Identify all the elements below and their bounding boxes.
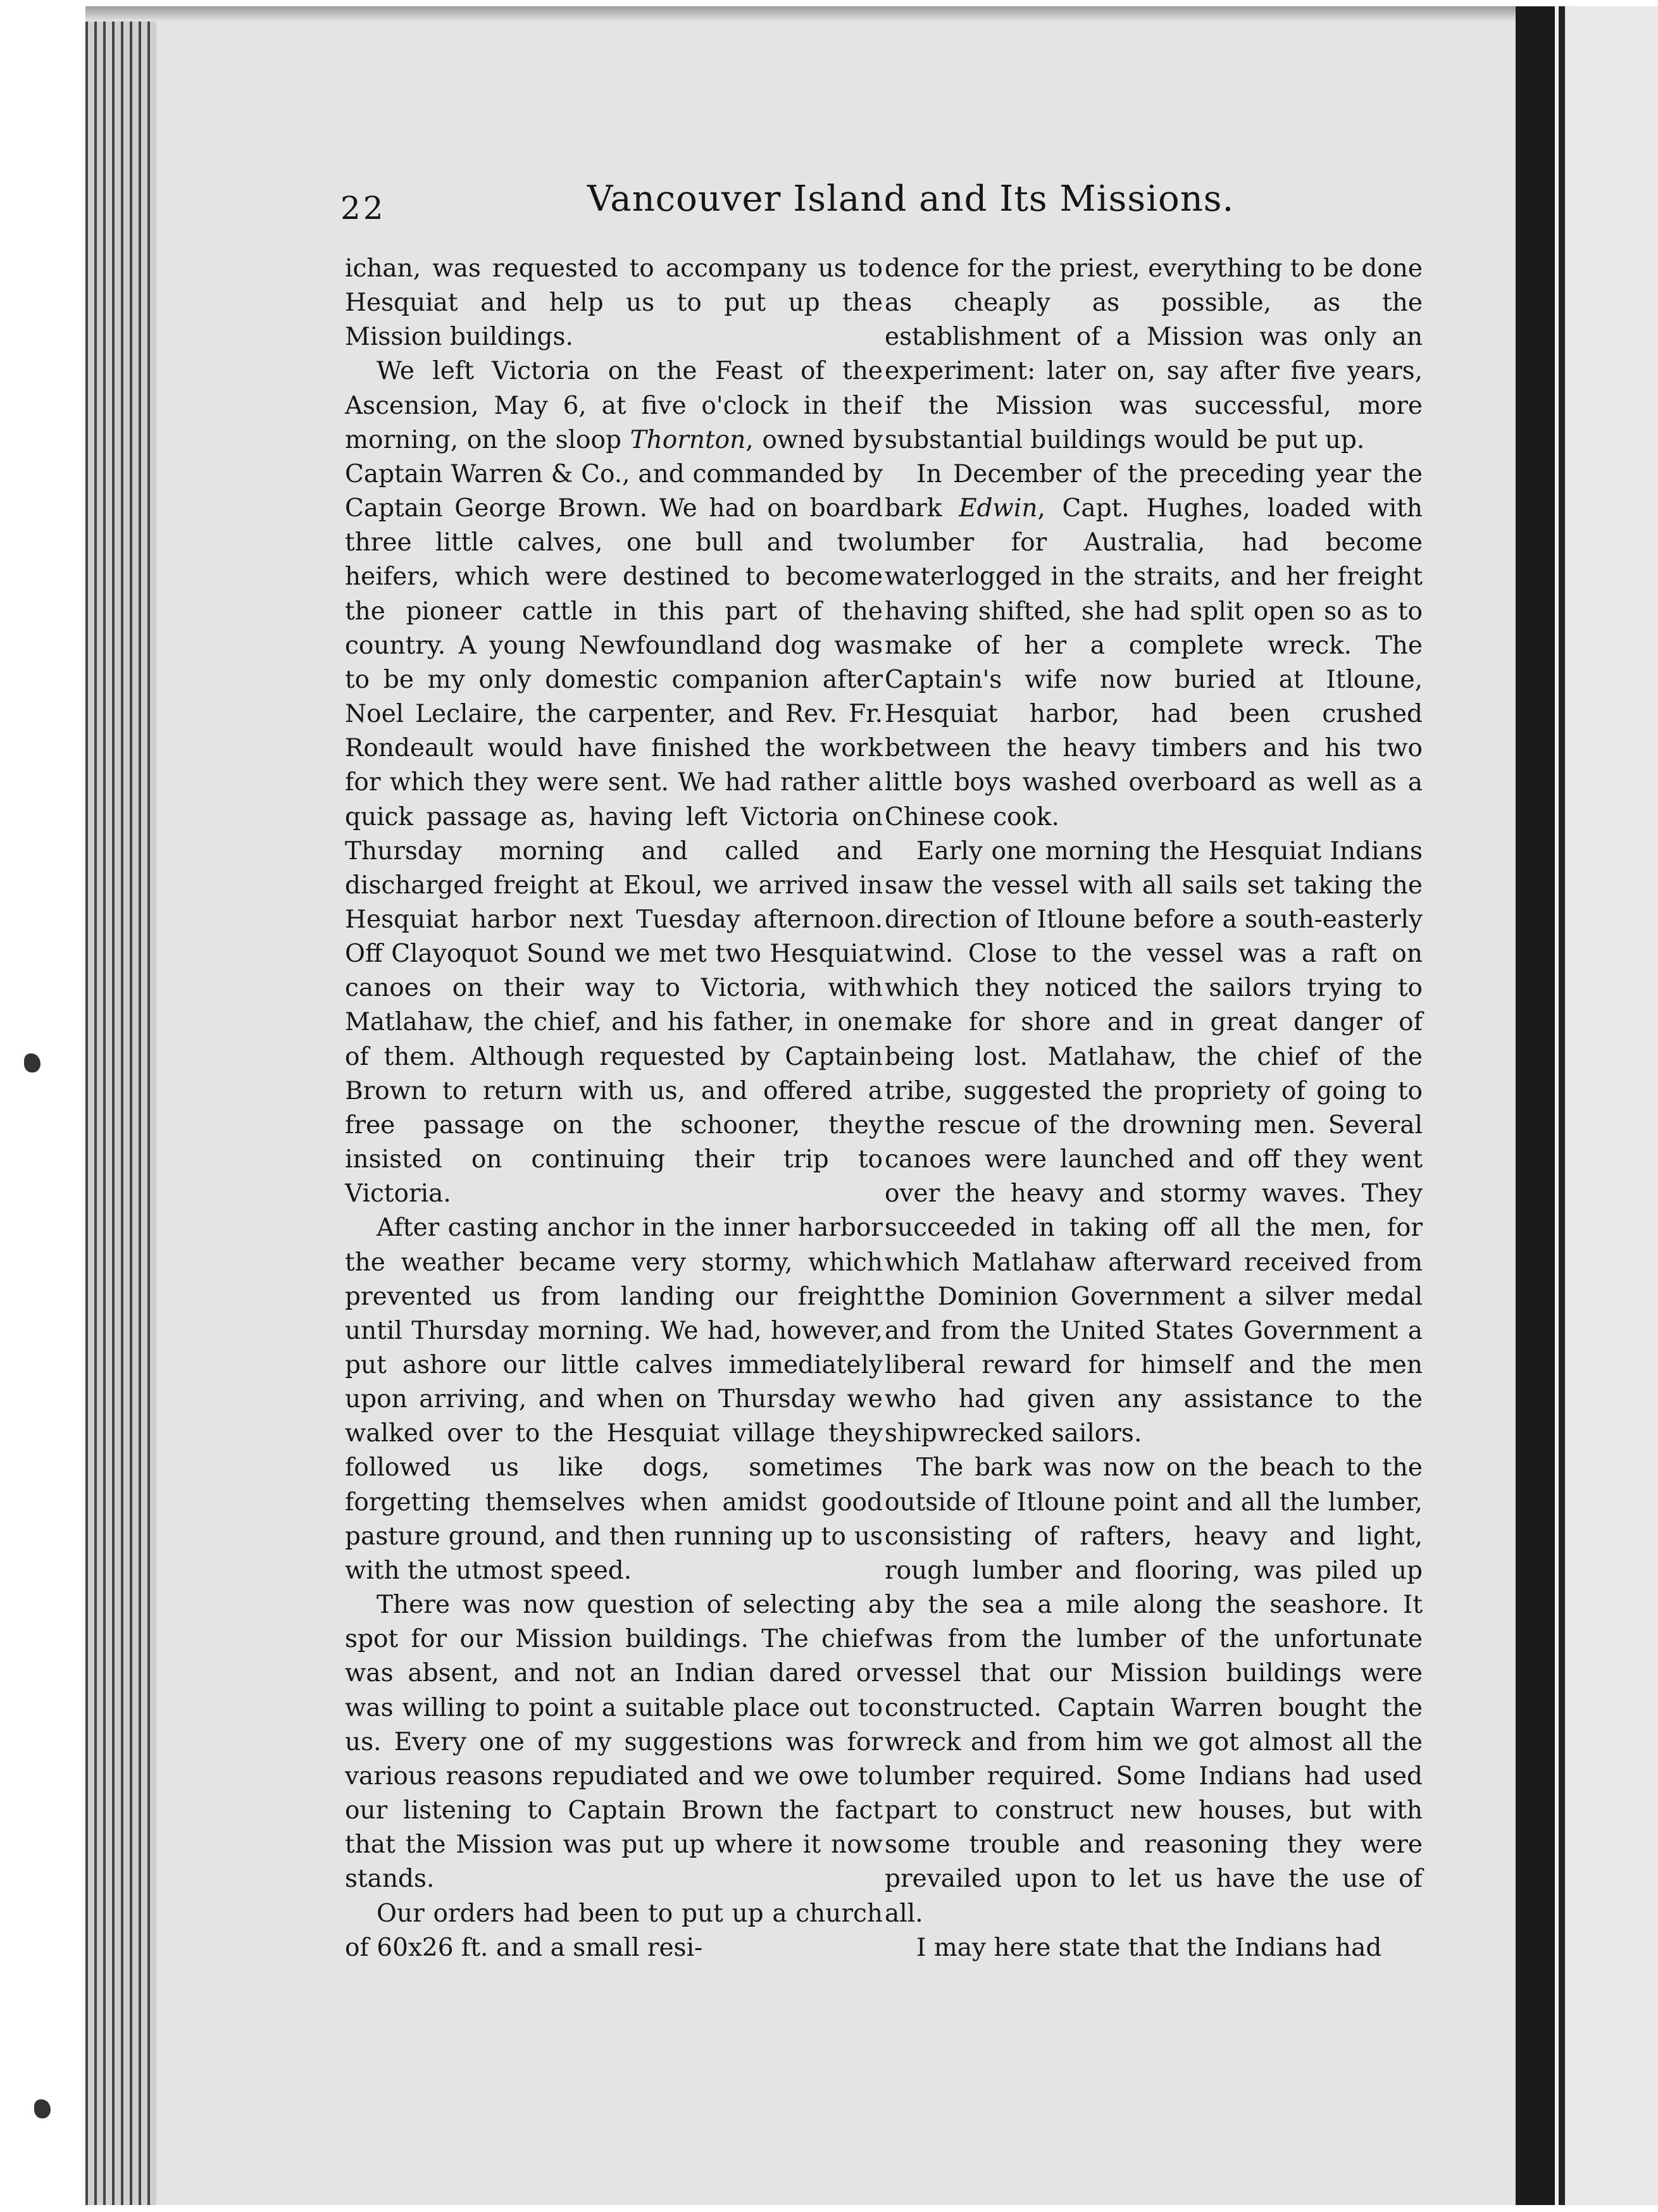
paragraph: In December of the preceding year the bark Edwin, Capt. Hughes, loaded with lumber for Australia, had become waterlogged in the straits, and her freight having shifted, she had split open so as to make of her a complete wreck. The Captain's wife now buried at Itloune, Hesquiat harbor, had been crushed between the heavy timbers and his two little boys washed overboard as well as a Chinese cook.: [885, 459, 1423, 831]
paragraph: I may here state that the Indians had: [916, 1933, 1382, 1962]
facing-page-edge: [1559, 6, 1658, 2205]
margin-mark-upper: [24, 1053, 41, 1072]
paragraph: dence for the priest, everything to be done as cheaply as possible, as the establishment of a Mission was only an experiment: later on, say after five years, if the Mission was successful, more substantial buildings would be put up.: [885, 254, 1423, 454]
book-spine-shadow: [1516, 6, 1555, 2205]
text-column-left: [345, 252, 883, 1965]
text-column-right: [885, 252, 1423, 1965]
page-top-shadow: [85, 6, 1516, 22]
paragraph: After casting anchor in the inner harbor the weather became very stormy, which prevented us from landing our freight until Thursday morning. We had, however, put ashore our little calves immediately upon arriving, and when on Thursday we walked over to the Hesquiat village they followed us like dogs, sometimes forgetting themselves when amidst good pasture ground, and then running up to us with the utmost speed.: [345, 1214, 883, 1585]
paragraph: We left Victoria on the Feast of the Ascension, May 6, at five o'clock in the morning, on the sloop Thornton, owned by Captain Warren & Co., and commanded by Captain George Brown. We had on board three little calves, one bull and two heifers, which were destined to become the pioneer cattle in this part of the country. A young Newfoundland dog was to be my only domestic companion after Noel Leclaire, the carpenter, and Rev. Fr. Rondeault would have finished the work for which they were sent. We had rather a quick passage as, having left Victoria on Thursday morning and called and discharged freight at Ekoul, we arrived in Hesquiat harbor next Tuesday afternoon. Off Clayoquot Sound we met two Hesquiat canoes on their way to Victoria, with Matlahaw, the chief, and his father, in one of them. Although requested by Captain Brown to return with us, and offered a free passage on the schooner, they insisted on continuing their trip to Victoria.: [345, 357, 883, 1209]
margin-mark-lower: [34, 2099, 51, 2118]
paragraph: The bark was now on the beach to the outside of Itloune point and all the lumber, consisting of rafters, heavy and light, rough lumber and flooring, was piled up by the sea a mile along the seashore. It was from the lumber of the unfortunate vessel that our Mission buildings were constructed. Captain Warren bought the wreck and from him we got almost all the lumber required. Some Indians had used part to construct new houses, but with some trouble and reasoning they were prevailed upon to let us have the use of all.: [885, 1453, 1423, 1928]
page-edge-stack: [85, 6, 156, 2205]
running-title: Vancouver Island and Its Missions.: [587, 178, 1235, 220]
paragraph: ichan, was requested to accompany us to Hesquiat and help us to put up the Mission buildings.: [345, 254, 883, 352]
paragraph: Early one morning the Hesquiat Indians saw the vessel with all sails set taking the direction of Itloune before a south-easterly wind. Close to the vessel was a raft on which they noticed the sailors trying to make for shore and in great danger of being lost. Matlahaw, the chief of the tribe, suggested the propriety of going to the rescue of the drowning men. Several canoes were launched and off they went over the heavy and stormy waves. They succeeded in taking off all the men, for which Matlahaw afterward received from the Dominion Government a silver medal and from the United States Government a liberal reward for himself and the men who had given any assistance to the shipwrecked sailors.: [885, 836, 1423, 1448]
paragraph: Our orders had been to put up a church of 60x26 ft. and a small resi-: [345, 1899, 883, 1962]
paragraph: There was now question of selecting a spot for our Mission buildings. The chief was absent, and not an Indian dared or was willing to point a suitable place out to us. Every one of my suggestions was for various reasons repudiated and we owe to our listening to Captain Brown the fact that the Mission was put up where it now stands.: [345, 1591, 883, 1894]
page-number: 22: [340, 190, 386, 227]
